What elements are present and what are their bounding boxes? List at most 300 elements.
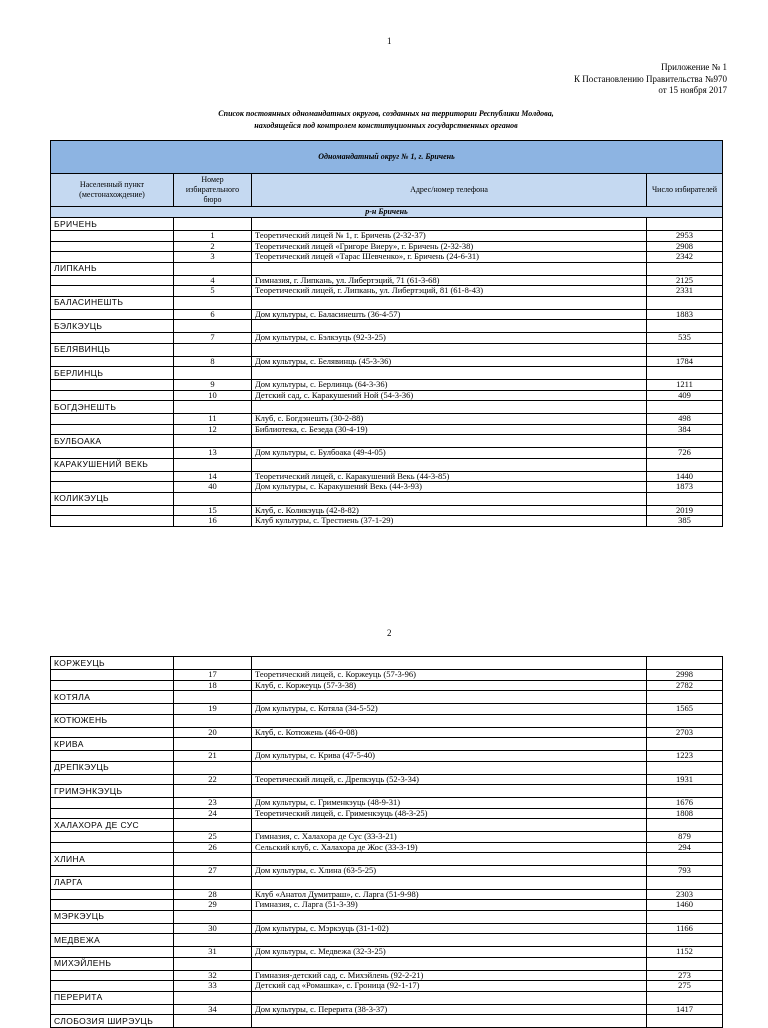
empty-cell [252, 876, 647, 889]
locality-name: КАРАКУШЕНИЙ ВЕКЬ [51, 458, 174, 471]
bureau-number: 20 [174, 727, 252, 738]
locality-row [51, 657, 723, 670]
bureau-number: 22 [174, 774, 252, 785]
bureau-address: Дом культуры, с. Берлинць (64-3-36) [252, 380, 647, 391]
table-row [51, 275, 723, 286]
locality-row [51, 435, 723, 448]
voter-count: 384 [647, 424, 723, 435]
table-row [51, 751, 723, 762]
locality-row [51, 492, 723, 505]
table-row [51, 774, 723, 785]
empty-cell [51, 727, 174, 738]
empty-cell [51, 704, 174, 715]
bureau-number: 33 [174, 981, 252, 992]
locality-name: ХАЛАХОРА ДЕ СУС [51, 819, 174, 832]
locality-row [51, 910, 723, 923]
locality-name: СЛОБОЗИЯ ШИРЭУЦЬ [51, 1015, 174, 1028]
empty-cell [51, 286, 174, 297]
voter-count: 1223 [647, 751, 723, 762]
bureau-address: Гимназия-детский сад, с. Михэйлень (92-2-21) [252, 970, 647, 981]
empty-cell [51, 798, 174, 809]
bureau-number: 7 [174, 333, 252, 344]
bureau-address: Дом культуры, с. Белявинць (45-3-36) [252, 356, 647, 367]
empty-cell [174, 458, 252, 471]
bureau-number: 12 [174, 424, 252, 435]
empty-cell [647, 296, 723, 309]
table-row [51, 923, 723, 934]
voter-count: 1676 [647, 798, 723, 809]
bureau-number: 21 [174, 751, 252, 762]
bureau-address: Дом культуры, с. Перерита (38-3-37) [252, 1004, 647, 1015]
column-header-locality: Населенный пункт (местонахождение) [51, 174, 174, 207]
empty-cell [647, 458, 723, 471]
voter-count: 2342 [647, 252, 723, 263]
empty-cell [647, 785, 723, 798]
locality-name: ЛИПКАНЬ [51, 262, 174, 275]
empty-cell [252, 262, 647, 275]
bureau-number: 31 [174, 947, 252, 958]
bureau-number: 32 [174, 970, 252, 981]
empty-cell [51, 923, 174, 934]
voter-count: 1211 [647, 380, 723, 391]
table-row [51, 424, 723, 435]
bureau-address: Клуб, с. Коликэуць (42-8-82) [252, 505, 647, 516]
bureau-address: Детский сад «Ромашка», с. Гроница (92-1-17) [252, 981, 647, 992]
table-row [51, 947, 723, 958]
locality-row [51, 1015, 723, 1028]
bureau-number: 10 [174, 390, 252, 401]
subheader-row [51, 207, 723, 218]
locality-row [51, 262, 723, 275]
table-row [51, 380, 723, 391]
empty-cell [252, 492, 647, 505]
bureau-number: 28 [174, 889, 252, 900]
empty-cell [174, 934, 252, 947]
voter-count: 879 [647, 832, 723, 843]
empty-cell [174, 691, 252, 704]
voter-count: 2703 [647, 727, 723, 738]
bureau-address: Дом культуры, с. Баласинешть (36-4-57) [252, 309, 647, 320]
locality-row [51, 218, 723, 231]
column-header-voters: Число избирателей [647, 174, 723, 207]
empty-cell [252, 367, 647, 380]
empty-cell [51, 832, 174, 843]
empty-cell [51, 309, 174, 320]
empty-cell [252, 691, 647, 704]
empty-cell [647, 320, 723, 333]
empty-cell [51, 505, 174, 516]
bureau-address: Гимназия, с. Халахора де Сус (33-3-21) [252, 832, 647, 843]
bureau-address: Теоретический лицей, г. Липкань, ул. Либертэций, 81 (61-8-43) [252, 286, 647, 297]
table-row [51, 333, 723, 344]
table-row [51, 670, 723, 681]
empty-cell [51, 842, 174, 853]
empty-cell [252, 296, 647, 309]
empty-cell [252, 785, 647, 798]
locality-name: БРИЧЕНЬ [51, 218, 174, 231]
bureau-number: 9 [174, 380, 252, 391]
locality-name: ПЕРЕРИТА [51, 991, 174, 1004]
empty-cell [174, 435, 252, 448]
empty-cell [647, 934, 723, 947]
locality-name: БАЛАСИНЕШТЬ [51, 296, 174, 309]
voter-count: 1931 [647, 774, 723, 785]
locality-name: КОТЯЛА [51, 691, 174, 704]
empty-cell [51, 241, 174, 252]
empty-cell [51, 252, 174, 263]
empty-cell [174, 853, 252, 866]
title-line-2: находящейся под контролем конституционных государственных органов [254, 121, 518, 130]
voter-count: 1565 [647, 704, 723, 715]
locality-name: ХЛИНА [51, 853, 174, 866]
empty-cell [252, 657, 647, 670]
voter-count: 2953 [647, 231, 723, 242]
voter-count: 2019 [647, 505, 723, 516]
bureau-address: Гимназия, г. Липкань, ул. Либертэций, 71 (61-3-68) [252, 275, 647, 286]
empty-cell [647, 492, 723, 505]
voter-count: 1784 [647, 356, 723, 367]
locality-row [51, 819, 723, 832]
empty-cell [647, 657, 723, 670]
empty-cell [252, 218, 647, 231]
appendix-block [574, 62, 727, 97]
empty-cell [252, 343, 647, 356]
locality-name: МЭРКЭУЦЬ [51, 910, 174, 923]
bureau-number: 30 [174, 923, 252, 934]
district-table-page-2 [50, 656, 723, 1028]
empty-cell [174, 761, 252, 774]
bureau-address: Теоретический лицей «Тарас Шевченко», г. Бричень (24-6-31) [252, 252, 647, 263]
appendix-line-1: Приложение № 1 [661, 62, 727, 72]
empty-cell [174, 218, 252, 231]
empty-cell [174, 738, 252, 751]
empty-cell [174, 296, 252, 309]
empty-cell [252, 761, 647, 774]
locality-name: КОТЮЖЕНЬ [51, 714, 174, 727]
voter-count: 535 [647, 333, 723, 344]
empty-cell [51, 471, 174, 482]
voter-count: 2331 [647, 286, 723, 297]
bureau-number: 18 [174, 680, 252, 691]
bureau-number: 27 [174, 866, 252, 877]
empty-cell [252, 320, 647, 333]
locality-row [51, 320, 723, 333]
table-row [51, 1004, 723, 1015]
bureau-number: 16 [174, 516, 252, 527]
locality-row [51, 343, 723, 356]
locality-row [51, 876, 723, 889]
empty-cell [647, 691, 723, 704]
empty-cell [51, 424, 174, 435]
bureau-number: 11 [174, 414, 252, 425]
empty-cell [647, 262, 723, 275]
bureau-number: 3 [174, 252, 252, 263]
locality-row [51, 785, 723, 798]
bureau-number: 17 [174, 670, 252, 681]
table-row [51, 981, 723, 992]
bureau-number: 4 [174, 275, 252, 286]
empty-cell [51, 482, 174, 493]
empty-cell [51, 680, 174, 691]
locality-row [51, 458, 723, 471]
empty-cell [647, 401, 723, 414]
voter-count: 1808 [647, 808, 723, 819]
voter-count: 2782 [647, 680, 723, 691]
empty-cell [51, 981, 174, 992]
empty-cell [252, 435, 647, 448]
empty-cell [51, 231, 174, 242]
bureau-address: Дом культуры, с. Хлина (63-5-25) [252, 866, 647, 877]
empty-cell [252, 991, 647, 1004]
bureau-number: 29 [174, 900, 252, 911]
bureau-number: 5 [174, 286, 252, 297]
locality-name: БОГДЭНЕШТЬ [51, 401, 174, 414]
empty-cell [51, 808, 174, 819]
empty-cell [647, 714, 723, 727]
column-header-bureau: Номер избирательного бюро [174, 174, 252, 207]
empty-cell [647, 435, 723, 448]
bureau-number: 1 [174, 231, 252, 242]
voter-count: 294 [647, 842, 723, 853]
voter-count: 275 [647, 981, 723, 992]
table-row [51, 241, 723, 252]
empty-cell [252, 738, 647, 751]
locality-name: БЕЛЯВИНЦЬ [51, 343, 174, 356]
empty-cell [51, 1004, 174, 1015]
empty-cell [252, 714, 647, 727]
bureau-number: 15 [174, 505, 252, 516]
table-row [51, 970, 723, 981]
empty-cell [51, 275, 174, 286]
empty-cell [174, 1015, 252, 1028]
empty-cell [51, 390, 174, 401]
bureau-number: 24 [174, 808, 252, 819]
bureau-address: Клуб, с. Богдэнешть (30-2-88) [252, 414, 647, 425]
empty-cell [647, 367, 723, 380]
table-row [51, 448, 723, 459]
bureau-number: 6 [174, 309, 252, 320]
empty-cell [51, 670, 174, 681]
empty-cell [51, 380, 174, 391]
empty-cell [647, 957, 723, 970]
empty-cell [647, 761, 723, 774]
empty-cell [252, 957, 647, 970]
voter-count: 409 [647, 390, 723, 401]
document-title [50, 108, 722, 132]
empty-cell [647, 910, 723, 923]
empty-cell [51, 356, 174, 367]
bureau-address: Дом культуры, с. Каракушений Векь (44-3-93) [252, 482, 647, 493]
table-row [51, 516, 723, 527]
empty-cell [252, 819, 647, 832]
voter-count: 1417 [647, 1004, 723, 1015]
table-row [51, 727, 723, 738]
voter-count: 1166 [647, 923, 723, 934]
voter-count: 385 [647, 516, 723, 527]
table-row [51, 866, 723, 877]
table-row [51, 471, 723, 482]
locality-row [51, 761, 723, 774]
locality-name: КОРЖЕУЦЬ [51, 657, 174, 670]
bureau-address: Гимназия, с. Ларга (51-3-39) [252, 900, 647, 911]
locality-row [51, 367, 723, 380]
empty-cell [252, 401, 647, 414]
empty-cell [647, 991, 723, 1004]
bureau-address: Дом культуры, с. Булбоака (49-4-05) [252, 448, 647, 459]
title-line-1: Список постоянных одномандатных округов, созданных на территории Республики Молдова, [218, 109, 554, 118]
empty-cell [647, 819, 723, 832]
voter-count: 1873 [647, 482, 723, 493]
table-row [51, 704, 723, 715]
bureau-number: 13 [174, 448, 252, 459]
table-body [51, 657, 723, 1028]
bureau-address: Дом культуры, с. Грименкэуць (48-9-31) [252, 798, 647, 809]
bureau-number: 8 [174, 356, 252, 367]
bureau-address: Клуб «Анатол Думитраш», с. Ларга (51-9-98) [252, 889, 647, 900]
bureau-address: Детский сад, с. Каракушений Ной (54-3-36) [252, 390, 647, 401]
locality-row [51, 853, 723, 866]
voter-count: 726 [647, 448, 723, 459]
empty-cell [51, 333, 174, 344]
empty-cell [51, 414, 174, 425]
empty-cell [647, 1015, 723, 1028]
locality-row [51, 691, 723, 704]
bureau-number: 19 [174, 704, 252, 715]
voter-count: 2303 [647, 889, 723, 900]
bureau-number: 25 [174, 832, 252, 843]
locality-name: ДРЕПКЭУЦЬ [51, 761, 174, 774]
empty-cell [174, 367, 252, 380]
locality-name: КОЛИКЭУЦЬ [51, 492, 174, 505]
district-header: Одномандатный округ № 1, г. Бричень [51, 141, 723, 174]
locality-name: ЛАРГА [51, 876, 174, 889]
empty-cell [51, 970, 174, 981]
locality-name: ГРИМЭНКЭУЦЬ [51, 785, 174, 798]
empty-cell [174, 957, 252, 970]
empty-cell [174, 876, 252, 889]
appendix-line-3: от 15 ноября 2017 [658, 85, 727, 95]
empty-cell [174, 320, 252, 333]
voter-count: 1440 [647, 471, 723, 482]
empty-cell [647, 343, 723, 356]
bureau-address: Клуб культуры, с. Трестиень (37-1-29) [252, 516, 647, 527]
voter-count: 1460 [647, 900, 723, 911]
locality-row [51, 957, 723, 970]
table-row [51, 889, 723, 900]
locality-name: БУЛБОАКА [51, 435, 174, 448]
locality-name: БЭЛКЭУЦЬ [51, 320, 174, 333]
empty-cell [647, 218, 723, 231]
voter-count: 1152 [647, 947, 723, 958]
bureau-number: 14 [174, 471, 252, 482]
empty-cell [174, 714, 252, 727]
locality-name: БЕРЛИНЦЬ [51, 367, 174, 380]
voter-count: 273 [647, 970, 723, 981]
empty-cell [252, 910, 647, 923]
page-number-2: 2 [387, 628, 392, 638]
table-row [51, 900, 723, 911]
table-row [51, 231, 723, 242]
voter-count: 1883 [647, 309, 723, 320]
bureau-address: Дом культуры, с. Бэлкэуць (92-3-25) [252, 333, 647, 344]
column-header-address: Адрес/номер телефона [252, 174, 647, 207]
locality-row [51, 934, 723, 947]
empty-cell [647, 738, 723, 751]
bureau-address: Библиотека, с. Безеда (30-4-19) [252, 424, 647, 435]
voter-count: 2125 [647, 275, 723, 286]
empty-cell [647, 853, 723, 866]
district-table-page-1 [50, 140, 723, 527]
empty-cell [51, 947, 174, 958]
empty-cell [174, 910, 252, 923]
locality-row [51, 296, 723, 309]
bureau-address: Дом культуры, с. Медвежа (32-3-25) [252, 947, 647, 958]
empty-cell [252, 1015, 647, 1028]
table-row [51, 842, 723, 853]
locality-row [51, 738, 723, 751]
bureau-address: Теоретический лицей, с. Дрепкэуць (52-3-34) [252, 774, 647, 785]
table-row [51, 798, 723, 809]
empty-cell [174, 819, 252, 832]
bureau-address: Дом культуры, с. Крива (47-5-40) [252, 751, 647, 762]
locality-name: МИХЭЙЛЕНЬ [51, 957, 174, 970]
bureau-address: Дом культуры, с. Мэркэуць (31-1-02) [252, 923, 647, 934]
empty-cell [174, 401, 252, 414]
table-row [51, 505, 723, 516]
locality-row [51, 714, 723, 727]
empty-cell [647, 876, 723, 889]
column-header-row [51, 174, 723, 207]
empty-cell [51, 751, 174, 762]
voter-count: 498 [647, 414, 723, 425]
empty-cell [51, 866, 174, 877]
bureau-address: Сельский клуб, с. Халахора де Жос (33-3-19) [252, 842, 647, 853]
empty-cell [51, 516, 174, 527]
table-row [51, 832, 723, 843]
empty-cell [174, 262, 252, 275]
empty-cell [174, 343, 252, 356]
table-row [51, 286, 723, 297]
appendix-line-2: К Постановлению Правительства №970 [573, 73, 727, 84]
table-row [51, 252, 723, 263]
bureau-number: 40 [174, 482, 252, 493]
locality-name: МЕДВЕЖА [51, 934, 174, 947]
region-subheader: р-н Бричень [51, 207, 723, 218]
table-row [51, 309, 723, 320]
empty-cell [252, 458, 647, 471]
district-header-row [51, 141, 723, 174]
table-row [51, 808, 723, 819]
empty-cell [51, 448, 174, 459]
locality-name: КРИВА [51, 738, 174, 751]
voter-count: 793 [647, 866, 723, 877]
bureau-address: Теоретический лицей, с. Грименкэуць (48-3-25) [252, 808, 647, 819]
voter-count: 2908 [647, 241, 723, 252]
empty-cell [174, 657, 252, 670]
bureau-number: 23 [174, 798, 252, 809]
bureau-address: Клуб, с. Коржеуць (57-3-38) [252, 680, 647, 691]
bureau-address: Клуб, с. Котюжень (46-0-08) [252, 727, 647, 738]
table-row [51, 356, 723, 367]
empty-cell [174, 785, 252, 798]
empty-cell [51, 774, 174, 785]
empty-cell [252, 853, 647, 866]
empty-cell [174, 492, 252, 505]
empty-cell [51, 900, 174, 911]
empty-cell [51, 889, 174, 900]
bureau-address: Теоретический лицей «Григоре Виеру», г. Бричень (2-32-38) [252, 241, 647, 252]
voter-count: 2998 [647, 670, 723, 681]
